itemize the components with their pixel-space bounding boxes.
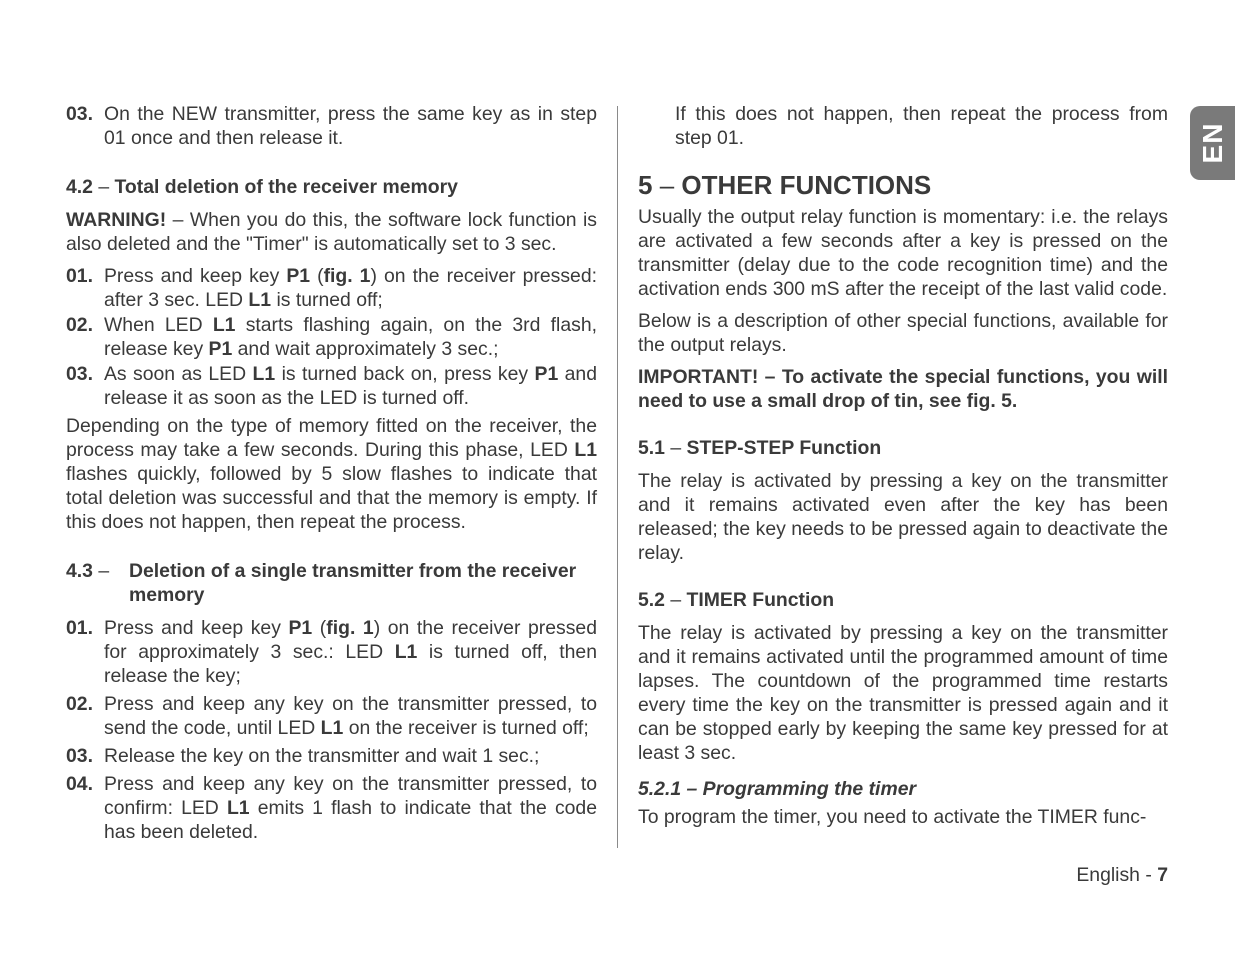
section-number: 4.3 <box>66 560 93 582</box>
page-number: 7 <box>1157 864 1168 886</box>
step-text: ) on the receiver pressed: after 3 sec. LED <box>104 265 597 311</box>
section-title: Deletion of a single transmitter from the receiver memory <box>129 560 577 606</box>
step-text: ( <box>312 617 327 639</box>
section-number: 5 <box>638 170 653 200</box>
section-5-1-heading <box>638 436 1168 460</box>
step-text: ) on the receiver pressed for approximately 3 sec.: LED <box>104 617 597 663</box>
step-text: When LED <box>104 314 213 336</box>
paragraph-text: Depending on the type of memory fitted on the receiver, the process may take a few seconds. During this phase, LED <box>66 415 597 461</box>
step-number: 02. <box>66 693 93 715</box>
section-title: STEP-STEP Function <box>686 437 882 459</box>
page-footer <box>1076 863 1168 887</box>
step-text: Press and keep key <box>104 265 287 287</box>
column-divider <box>617 106 618 848</box>
step-text: emits 1 flash to indicate that the code has been deleted. <box>104 797 598 843</box>
s43-step-01 <box>66 616 597 688</box>
step-number: 03. <box>66 745 93 767</box>
led-l1: L1 <box>248 289 272 311</box>
step-text: and release it as soon as the LED is turned off. <box>104 363 597 409</box>
step-text: Release the key on the transmitter and wait 1 sec.; <box>104 745 540 767</box>
fig-ref: fig. 1 <box>323 265 371 287</box>
s43-step-03 <box>66 744 597 768</box>
footer-language: English - <box>1076 864 1158 886</box>
section-5-heading <box>638 170 1168 200</box>
section-dash: – <box>92 560 110 582</box>
step-text: Press and keep key <box>104 617 289 639</box>
led-l1: L1 <box>252 363 276 385</box>
section-number: 5.1 <box>638 437 665 459</box>
section-5-2-heading <box>638 588 1168 612</box>
step-text: starts flashing again, on the 3rd flash, release key <box>104 314 597 360</box>
deletion-result-paragraph <box>66 414 597 534</box>
right-column <box>638 100 1168 829</box>
section-dash: – <box>664 589 687 611</box>
section-4-3-heading <box>66 559 597 607</box>
language-tab-label: EN <box>1196 122 1228 164</box>
step-text: on the receiver is turned off; <box>343 717 589 739</box>
step-text: is turned off, then release the key; <box>104 641 597 687</box>
section-dash: – <box>652 170 682 200</box>
s42-step-02 <box>66 313 597 361</box>
warning-paragraph <box>66 208 597 256</box>
section-title: Total deletion of the receiver memory <box>114 176 458 198</box>
section-title: OTHER FUNCTIONS <box>681 170 932 200</box>
led-l1: L1 <box>226 797 250 819</box>
paragraph-text: flashes quickly, followed by 5 slow flashes to indicate that total deletion was successful and that the memory is empty. If this does not happen, then repeat the process. <box>66 463 597 533</box>
section-dash: – <box>664 437 687 459</box>
key-p1: P1 <box>286 265 311 287</box>
continuation-text: If this does not happen, then repeat the process from step 01. <box>675 103 1168 149</box>
s42-step-03 <box>66 362 597 410</box>
key-p1: P1 <box>208 338 233 360</box>
section-5-paragraph-2: Below is a description of other special functions, available for the output relays. <box>638 310 1168 356</box>
step-text: and wait approximately 3 sec.; <box>232 338 499 360</box>
led-l1: L1 <box>574 439 597 461</box>
important-note: IMPORTANT! – To activate the special functions, you will need to use a small drop of tin, see fig. 5. <box>638 366 1168 412</box>
fig-ref: fig. 1 <box>326 617 374 639</box>
s42-step-01 <box>66 264 597 312</box>
section-5-1-paragraph: The relay is activated by pressing a key on the transmitter and it remains activated even after the key has been released; the key needs to be pressed again to deactivate the relay. <box>638 470 1168 564</box>
section-4-2-heading <box>66 175 597 199</box>
step-number: 01. <box>66 617 93 639</box>
section-5-2-1-heading: 5.2.1 – Programming the timer <box>638 778 917 800</box>
step-number: 01. <box>66 265 93 287</box>
led-l1: L1 <box>394 641 418 663</box>
step-text: Press and keep any key on the transmitter pressed, to send the code, until LED <box>104 693 597 739</box>
left-column <box>66 100 597 844</box>
language-tab <box>1190 106 1235 180</box>
step-text: On the NEW transmitter, press the same key as in step 01 once and then release it. <box>104 103 597 149</box>
led-l1: L1 <box>320 717 344 739</box>
warning-text: – When you do this, the software lock function is also deleted and the "Timer" is automatically set to 3 sec. <box>66 209 597 255</box>
step-text: is turned back on, press key <box>275 363 535 385</box>
step-03-new-transmitter <box>66 102 597 150</box>
warning-label: WARNING! <box>66 209 167 231</box>
section-5-2-paragraph: The relay is activated by pressing a key on the transmitter and it remains activated until the programmed amount of time lapses. The countdown of the programmed time restarts every time the key on the transmitter is pressed again and it can be stopped early by keeping the same key pressed for at least 3 sec. <box>638 622 1168 764</box>
step-number: 04. <box>66 773 93 795</box>
step-number: 03. <box>66 103 93 125</box>
step-text: ( <box>310 265 324 287</box>
section-5-2-1-paragraph: To program the timer, you need to activate the TIMER func- <box>638 806 1147 828</box>
section-title: TIMER Function <box>686 589 835 611</box>
step-number: 02. <box>66 314 93 336</box>
key-p1: P1 <box>288 617 313 639</box>
section-number: 5.2 <box>638 589 665 611</box>
step-number: 03. <box>66 363 93 385</box>
led-l1: L1 <box>212 314 236 336</box>
s43-step-04 <box>66 772 597 844</box>
key-p1: P1 <box>534 363 559 385</box>
step-text: As soon as LED <box>104 363 253 385</box>
section-dash: – <box>92 176 115 198</box>
section-5-paragraph-1: Usually the output relay function is momentary: i.e. the relays are activated a few seconds after a key is pressed on the transmitter (delay due to the code recognition time) and the activation ends 300 mS after the receipt of the last valid code. <box>638 206 1168 300</box>
section-number: 4.2 <box>66 176 93 198</box>
step-text: Press and keep any key on the transmitter pressed, to confirm: LED <box>104 773 597 819</box>
s43-step-02 <box>66 692 597 740</box>
step-text: is turned off; <box>271 289 383 311</box>
